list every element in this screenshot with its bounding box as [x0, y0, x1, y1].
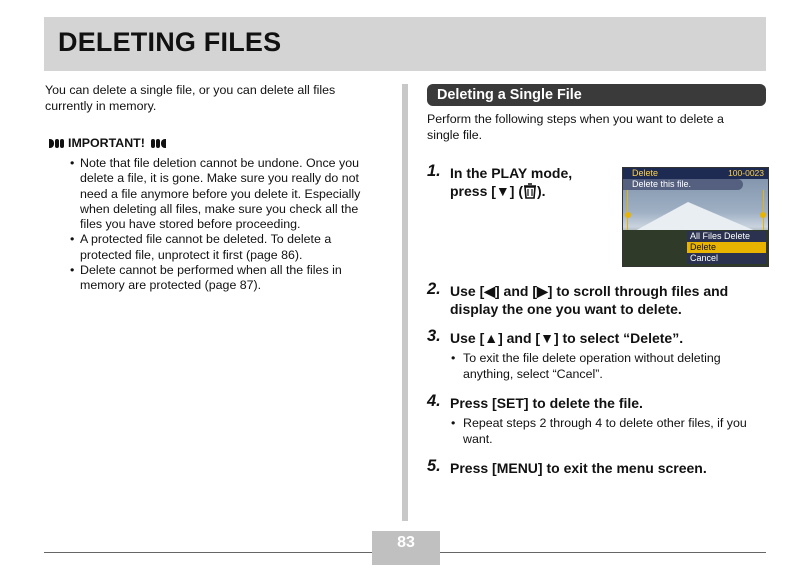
- section-title-bar: [427, 84, 766, 106]
- list-item: • A protected file cannot be deleted. To delete a protected file, unprotect it first (page 86).: [68, 232, 376, 263]
- lcd-right-arrow-icon: [760, 212, 766, 218]
- important-right-marks-icon: [151, 139, 166, 148]
- step-line: In the PLAY mode,: [450, 165, 573, 181]
- page-title: DELETING FILES: [58, 27, 282, 57]
- page-number: 83: [372, 531, 440, 565]
- step-line: ).: [536, 182, 546, 199]
- step-number: 1.: [427, 162, 441, 180]
- step-text: Press [SET] to delete the file.: [450, 395, 643, 411]
- important-list: [68, 156, 376, 294]
- list-item: • Delete cannot be performed when all the files in memory are protected (page 87).: [68, 263, 376, 294]
- important-heading: [45, 136, 170, 150]
- lcd-file-number: 100-0023: [728, 168, 764, 178]
- page-header: [44, 17, 766, 71]
- list-item: • Note that file deletion cannot be undone. Once you delete a file, it is gone. Make sure you really do not need a file anymore before you delete it. Especially when deleting all files, make sure you check all the files you have stored before proceeding.: [68, 156, 376, 232]
- trash-delete-icon: [523, 183, 537, 199]
- lcd-menu: [687, 231, 766, 264]
- important-left-marks-icon: [49, 139, 64, 148]
- step-4-note: • Repeat steps 2 through 4 to delete other files, if you want.: [450, 416, 765, 447]
- section-intro: Perform the following steps when you want to delete a single file.: [427, 112, 724, 142]
- section-title: Deleting a Single File: [437, 87, 582, 103]
- lcd-menu-item-selected: Delete: [687, 242, 766, 253]
- step-text: [450, 165, 572, 200]
- step-text: Use [▲] and [▼] to select “Delete”.: [450, 330, 684, 346]
- left-intro: [45, 83, 375, 114]
- step-text: [450, 283, 728, 318]
- step-number: 3.: [427, 327, 441, 345]
- lcd-menu-item: Cancel: [687, 253, 766, 264]
- column-divider: [402, 84, 408, 521]
- lcd-prompt: Delete this file.: [632, 179, 692, 189]
- step-line: press [▼] (: [450, 182, 523, 199]
- important-label: IMPORTANT!: [68, 136, 145, 150]
- lcd-title: Delete: [632, 168, 659, 178]
- step-number: 2.: [427, 280, 441, 298]
- step-line: Use [◀] and [▶] to scroll through files and: [450, 283, 729, 299]
- intro-text: You can delete a single file, or you can delete all files currently in memory.: [45, 83, 336, 113]
- lcd-menu-item: All Files Delete: [687, 231, 766, 242]
- step-text: Press [MENU] to exit the menu screen.: [450, 460, 707, 476]
- step-number: 5.: [427, 457, 441, 475]
- camera-lcd-illustration: [622, 167, 769, 267]
- step-line: display the one you want to delete.: [450, 300, 682, 317]
- lcd-left-arrow-icon: [625, 212, 631, 218]
- step-3-note: • To exit the file delete operation without deleting anything, select “Cancel”.: [450, 351, 765, 382]
- step-number: 4.: [427, 392, 441, 410]
